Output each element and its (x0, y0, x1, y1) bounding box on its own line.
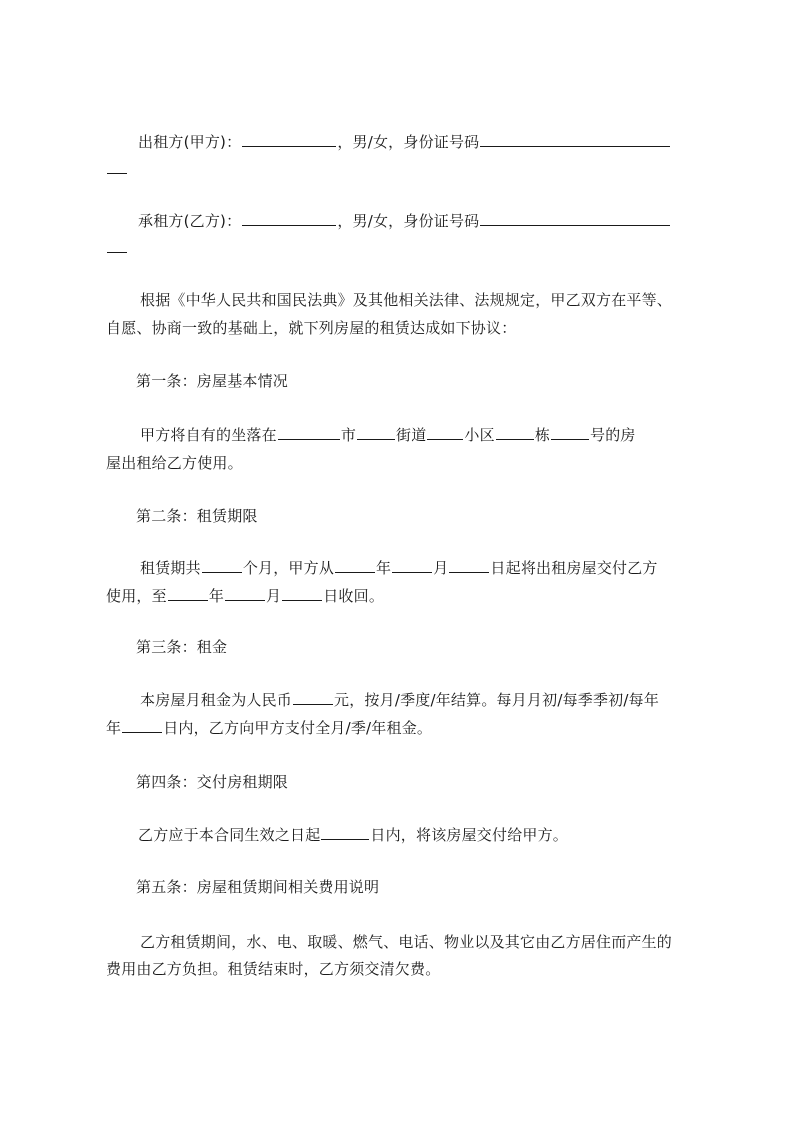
end-year-blank (168, 585, 208, 601)
article1-text-2: 市 (340, 426, 357, 444)
article4-text-2: 日内，将该房屋交付给甲方。 (370, 826, 569, 844)
article3-text-4: 日内，乙方向甲方支付全月/季/年租金。 (163, 719, 433, 737)
lessee-line (106, 210, 706, 232)
lessor-name-blank (242, 131, 336, 147)
article2-text-6: 使用，至 (106, 587, 167, 605)
article2-text-1: 租赁期共 (140, 559, 201, 577)
end-month-blank (225, 585, 265, 601)
lessee-gender-id-text: ，男/女，身份证号码 (337, 212, 480, 230)
article3-text-1: 本房屋月租金为人民币 (140, 691, 293, 709)
lessee-id-blank-cont (107, 237, 127, 253)
article2-text-7: 年 (208, 587, 225, 605)
city-blank (278, 424, 340, 440)
article2-line-2 (106, 585, 706, 607)
preamble-line-2: 自愿、协商一致的基础上，就下列房屋的租赁达成如下协议： (106, 319, 517, 337)
article1-text-5: 栋 (534, 426, 551, 444)
article4-title: 第四条：交付房租期限 (136, 773, 289, 791)
handover-days-blank (321, 824, 369, 840)
article5-line-2: 费用由乙方负担。租赁结束时，乙方须交清欠费。 (106, 960, 441, 978)
article3-title: 第三条：租金 (136, 638, 228, 656)
number-blank (551, 424, 589, 440)
lessor-id-blank-cont (107, 158, 127, 174)
article1-text-3: 街道 (396, 426, 427, 444)
lessee-line-cont (106, 237, 706, 259)
lessor-id-blank (480, 131, 670, 147)
article3-text-2: 元，按月/季度/年结算。每月月初/每季季初/每年 (334, 691, 660, 709)
article2-text-9: 日收回。 (323, 587, 385, 605)
end-day-blank (282, 585, 322, 601)
article2-text-8: 月 (266, 587, 282, 605)
article5-title: 第五条：房屋租赁期间相关费用说明 (136, 878, 380, 896)
article4-line-1 (106, 824, 706, 846)
lessee-id-blank (480, 210, 670, 226)
start-month-blank (392, 557, 432, 573)
article1-line-2: 屋出租给乙方使用。 (106, 454, 243, 472)
article1-text-6: 号的房 (590, 426, 636, 444)
article5-line-1: 乙方租赁期间，水、电、取暖、燃气、电话、物业以及其它由乙方居住而产生的 (140, 933, 673, 951)
article4-text-1: 乙方应于本合同生效之日起 (138, 826, 321, 844)
community-blank (427, 424, 463, 440)
lessee-label: 承租方(乙方)： (138, 212, 242, 230)
article2-text-3: 年 (376, 559, 392, 577)
article3-text-3: 年 (106, 719, 122, 737)
article2-text-2: 个月，甲方从 (242, 559, 335, 577)
article2-line-1 (106, 557, 706, 579)
article2-text-4: 月 (433, 559, 449, 577)
start-day-blank (449, 557, 489, 573)
article1-title: 第一条：房屋基本情况 (136, 372, 289, 390)
months-blank (202, 557, 242, 573)
article1-text-1: 甲方将自有的坐落在 (140, 426, 277, 444)
lessor-label: 出租方(甲方)： (138, 133, 242, 151)
lessor-line-cont (106, 158, 706, 180)
article2-title: 第二条：租赁期限 (136, 507, 258, 525)
payment-day-blank (122, 717, 162, 733)
article1-line-1 (106, 424, 706, 446)
article1-text-4: 小区 (464, 426, 495, 444)
street-blank (357, 424, 395, 440)
article3-line-1 (106, 689, 706, 711)
article3-line-2 (106, 717, 706, 739)
building-blank (496, 424, 534, 440)
article2-text-5: 日起将出租房屋交付乙方 (490, 559, 658, 577)
lessor-line (106, 131, 706, 153)
lessor-gender-id-text: ，男/女，身份证号码 (337, 133, 480, 151)
preamble-line-1: 根据《中华人民共和国民法典》及其他相关法律、法规规定，甲乙双方在平等、 (140, 291, 673, 309)
lessee-name-blank (242, 210, 336, 226)
rent-amount-blank (293, 689, 333, 705)
start-year-blank (335, 557, 375, 573)
